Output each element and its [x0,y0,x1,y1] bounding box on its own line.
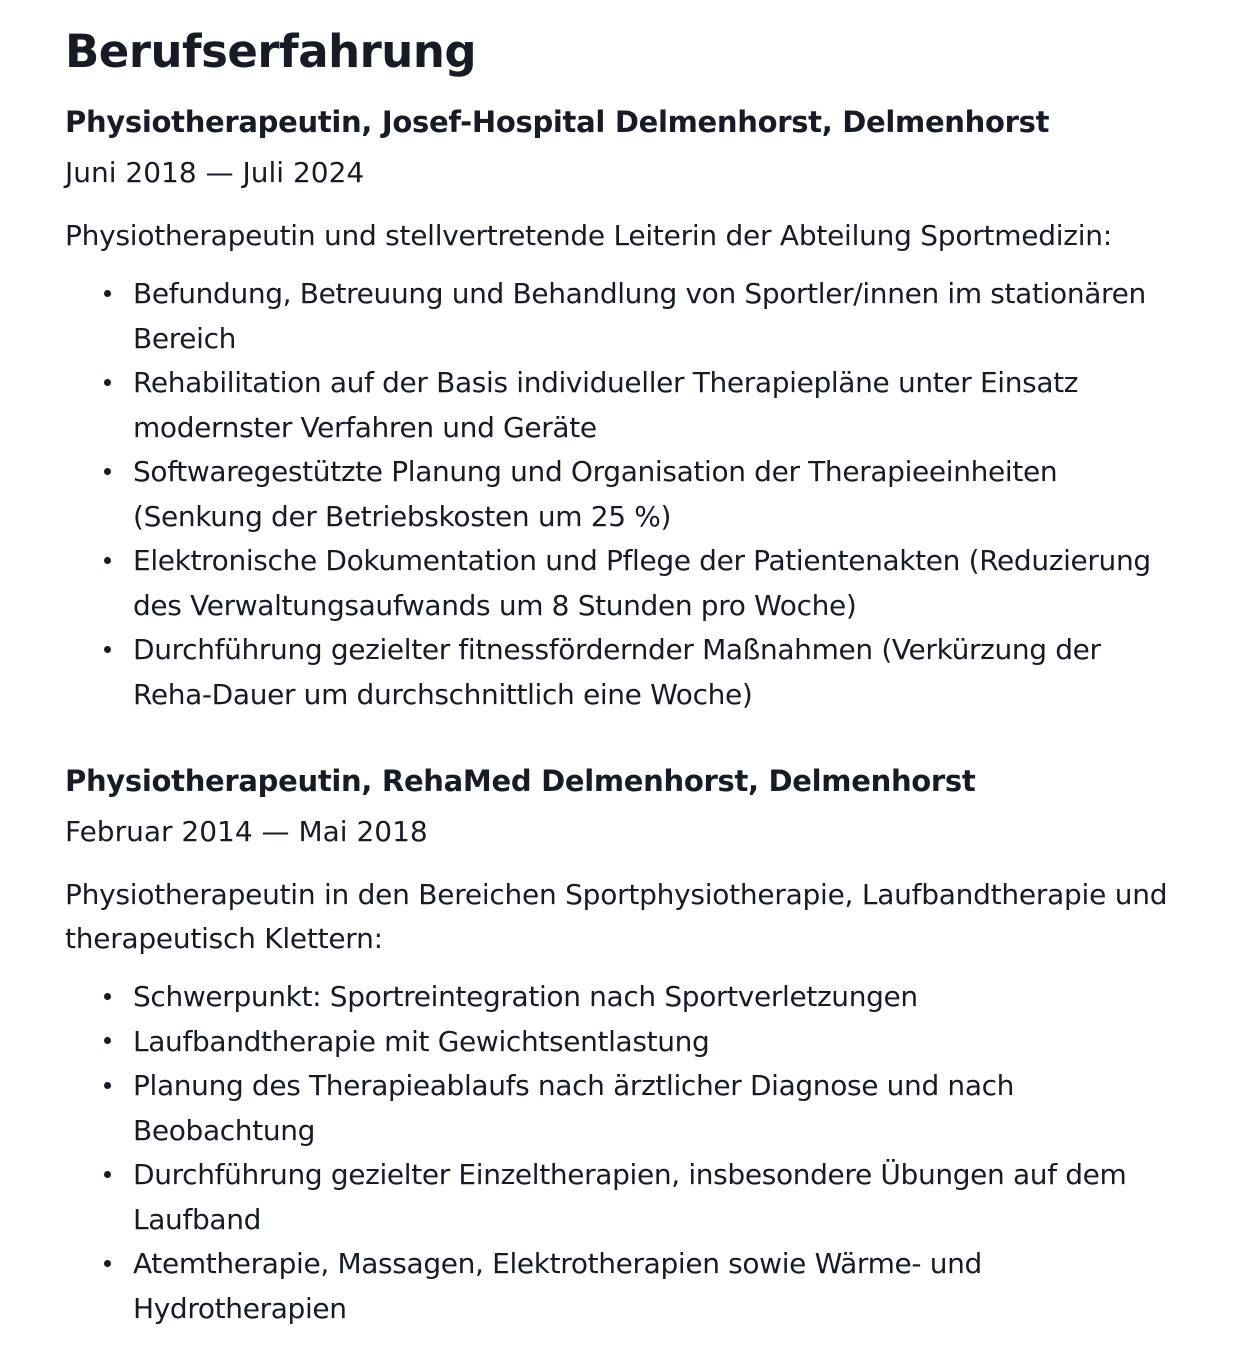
duty-text: Softwaregestützte Planung und Organisation der Therapieeinheiten (Senkung der Betriebskosten um 25 %) [133,455,1058,533]
job-description: Physiotherapeutin und stellvertretende Leiterin der Abteilung Sportmedizin: [65,219,1112,252]
bullet-icon [102,272,112,317]
list-item [133,1064,1185,1153]
duty-text: Laufbandtherapie mit Gewichtsentlastung [133,1024,710,1058]
job-description: Physiotherapeutin in den Bereichen Sportphysiotherapie, Laufbandtherapie und therapeutisch Klettern: [65,878,1168,955]
duty-list [65,272,1185,717]
bullet-icon [102,628,112,673]
job-entry [65,102,1185,717]
job-dates: Juni 2018 — Juli 2024 [65,156,365,189]
section-title: Berufserfahrung [65,25,477,78]
bullet-icon [102,1242,112,1287]
duty-text: Befundung, Betreuung und Behandlung von Sportler/innen im stationären Bereich [133,277,1146,355]
bullet-icon [102,361,112,406]
list-item [133,1020,1185,1065]
job-dates: Februar 2014 — Mai 2018 [65,815,428,848]
duty-text: Rehabilitation auf der Basis individueller Therapiepläne unter Einsatz modernster Verfahren und Geräte [133,366,1079,444]
duty-text: Atemtherapie, Massagen, Elektrotherapien sowie Wärme- und Hydrotherapien [133,1247,1000,1325]
list-item [133,975,1185,1020]
list-item [133,539,1185,628]
bullet-icon [102,539,112,584]
duty-text: Durchführung gezielter fitnessfördernder Maßnahmen (Verkürzung der Reha-Dauer um durchschnittlich eine Woche) [133,633,1101,711]
list-item [133,272,1185,361]
duty-text: Schwerpunkt: Sportreintegration nach Sportverletzungen [133,980,918,1013]
bullet-icon [102,1064,112,1109]
list-item [133,628,1185,717]
list-item [133,1153,1185,1242]
duty-list [65,975,1185,1331]
bullet-icon [102,1020,112,1065]
duty-text: Durchführung gezielter Einzeltherapien, insbesondere Übungen auf dem Laufband [133,1158,1127,1236]
job-entry [65,761,1185,1331]
list-item [133,361,1185,450]
bullet-icon [102,975,112,1020]
duty-text: Elektronische Dokumentation und Pflege der Patientenakten (Reduzierung des Verwaltungsaufwands um 8 Stunden pro Woche) [133,544,1151,622]
list-item [133,450,1185,539]
bullet-icon [102,1153,112,1198]
job-title: Physiotherapeutin, RehaMed Delmenhorst, Delmenhorst [65,764,976,798]
bullet-icon [102,450,112,495]
duty-text: Planung des Therapieablaufs nach ärztlicher Diagnose und nach Beobachtung [133,1069,1015,1147]
job-title: Physiotherapeutin, Josef-Hospital Delmenhorst, Delmenhorst [65,105,1050,139]
list-item [133,1242,1185,1331]
